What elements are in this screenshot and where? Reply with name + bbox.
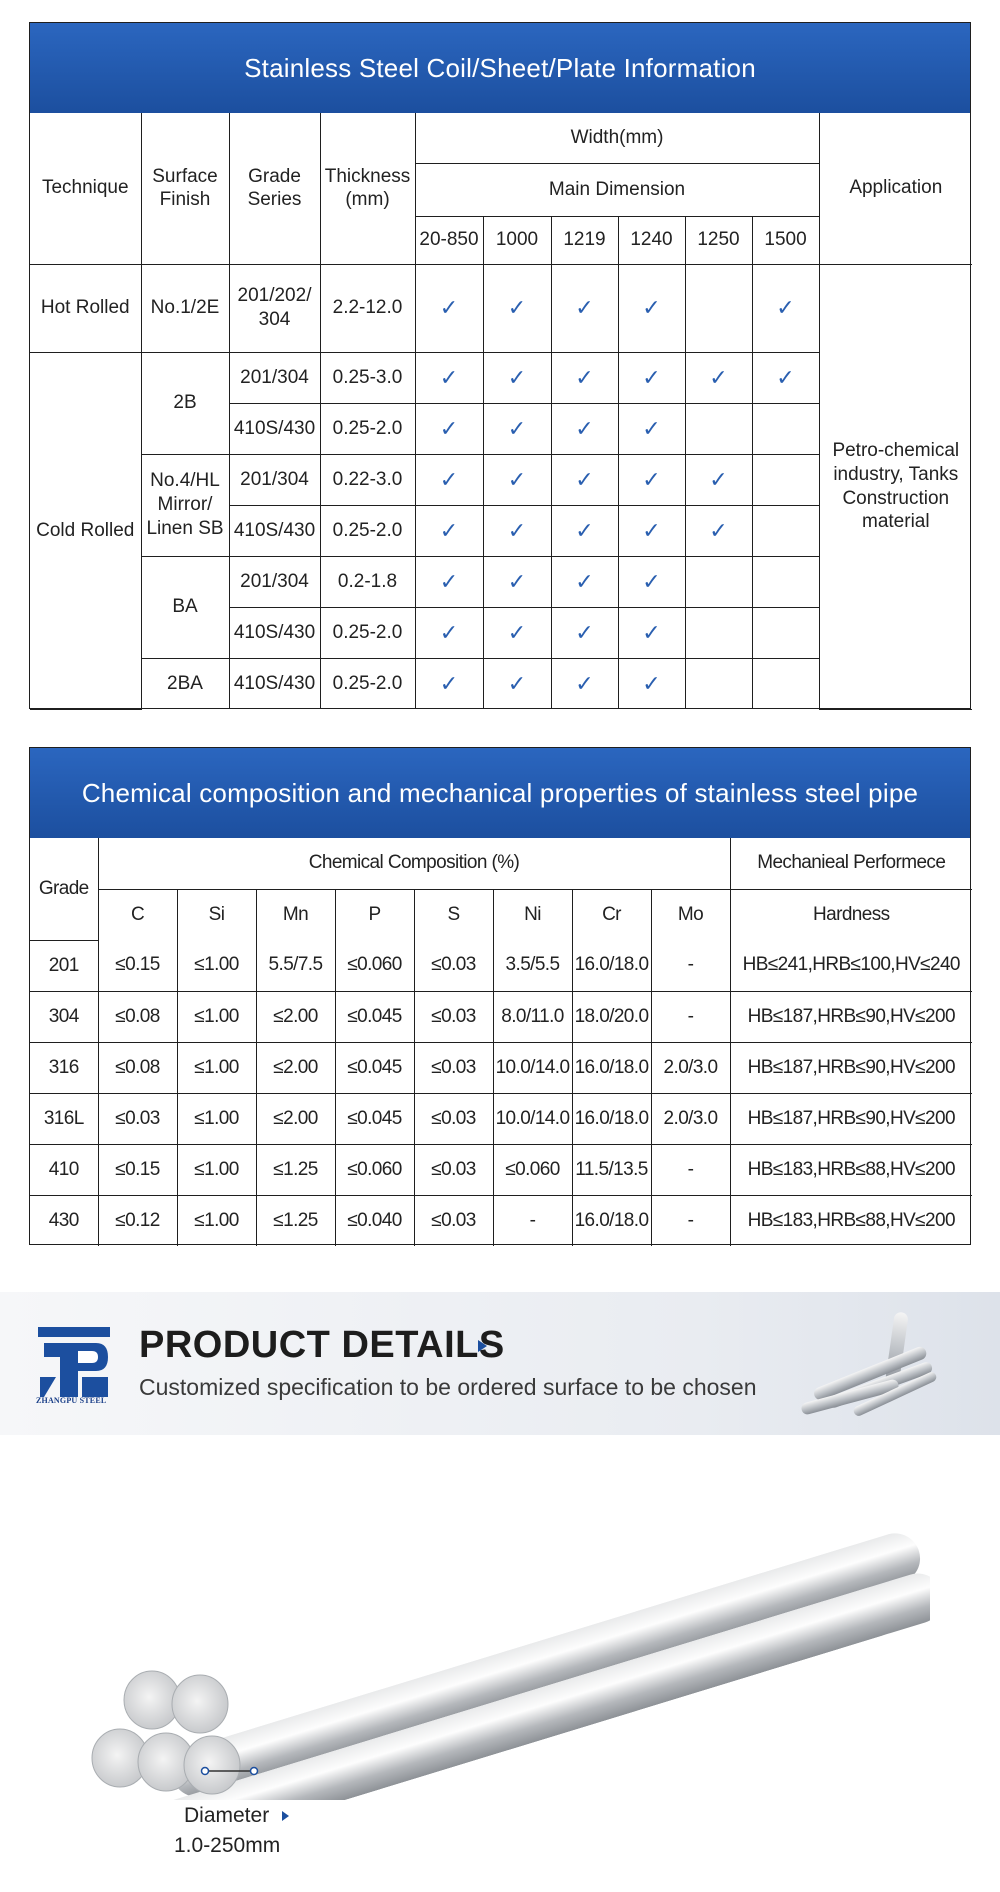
logo-text: ZHANGPU STEEL [36, 1396, 107, 1405]
dim-header: 1240 [618, 216, 685, 264]
cell-p: ≤0.045 [335, 1093, 414, 1144]
empty-cell [752, 454, 819, 505]
check-icon: ✓ [618, 658, 685, 709]
check-icon: ✓ [551, 505, 618, 556]
cell-ni: - [493, 1195, 572, 1246]
grade-cell: 410S/430 [229, 403, 320, 454]
dim-header: 20-850 [415, 216, 483, 264]
grade-cell: 201/202/ 304 [229, 264, 320, 352]
header-surface-finish: Surface Finish [141, 113, 229, 264]
table-row [30, 1144, 972, 1195]
dim-header: 1250 [685, 216, 752, 264]
check-icon: ✓ [551, 607, 618, 658]
header-chemical-composition: Chemical Composition (%) [98, 838, 730, 889]
check-icon: ✓ [752, 264, 819, 352]
check-icon: ✓ [483, 454, 551, 505]
check-icon: ✓ [415, 505, 483, 556]
cell-cr: 18.0/20.0 [572, 991, 651, 1042]
thickness-cell: 0.2-1.8 [320, 556, 415, 607]
header-hardness: Hardness [730, 889, 972, 940]
cell-si: ≤1.00 [177, 1195, 256, 1246]
table2-title: Chemical composition and mechanical properties of stainless steel pipe [30, 748, 970, 838]
dim-header: 1500 [752, 216, 819, 264]
cell-si: ≤1.00 [177, 1042, 256, 1093]
check-icon: ✓ [551, 403, 618, 454]
cell-s: ≤0.03 [414, 991, 493, 1042]
technique-cold-rolled: Cold Rolled [30, 352, 141, 709]
check-icon: ✓ [618, 403, 685, 454]
header-mo: Mo [651, 889, 730, 940]
cell-ni: 10.0/14.0 [493, 1093, 572, 1144]
cell-c: ≤0.08 [98, 991, 177, 1042]
cell-grade: 201 [30, 940, 98, 991]
check-icon: ✓ [551, 658, 618, 709]
table-row [30, 1042, 972, 1093]
cell-mn: ≤2.00 [256, 1042, 335, 1093]
cell-si: ≤1.00 [177, 1144, 256, 1195]
grade-cell: 201/304 [229, 352, 320, 403]
header-c: C [98, 889, 177, 940]
cell-mn: ≤2.00 [256, 1093, 335, 1144]
steel-round-bars-image [90, 1500, 930, 1800]
cell-c: ≤0.08 [98, 1042, 177, 1093]
cell-ni: 10.0/14.0 [493, 1042, 572, 1093]
thickness-cell: 0.25-3.0 [320, 352, 415, 403]
check-icon: ✓ [483, 658, 551, 709]
cell-mo: - [651, 991, 730, 1042]
check-icon: ✓ [415, 352, 483, 403]
diameter-label: Diameter [184, 1804, 270, 1827]
cell-mo: 2.0/3.0 [651, 1093, 730, 1144]
cell-p: ≤0.045 [335, 1042, 414, 1093]
table1-grid [30, 113, 972, 710]
cell-grade: 410 [30, 1144, 98, 1195]
table-row [30, 1093, 972, 1144]
check-icon: ✓ [483, 403, 551, 454]
check-icon: ✓ [752, 352, 819, 403]
check-icon: ✓ [551, 264, 618, 352]
cell-grade: 304 [30, 991, 98, 1042]
triangle-right-icon [282, 1811, 289, 1821]
check-icon: ✓ [618, 505, 685, 556]
cell-hardness: HB≤241,HRB≤100,HV≤240 [730, 940, 972, 991]
empty-cell [752, 556, 819, 607]
check-icon: ✓ [618, 556, 685, 607]
empty-cell [685, 403, 752, 454]
finish-ba: BA [141, 556, 229, 658]
thickness-cell: 0.25-2.0 [320, 658, 415, 709]
check-icon: ✓ [415, 556, 483, 607]
application-cell: Petro-chemical industry, Tanks Construction material [819, 264, 972, 709]
thickness-cell: 0.25-2.0 [320, 607, 415, 658]
header-width: Width(mm) [415, 113, 819, 163]
cell-si: ≤1.00 [177, 991, 256, 1042]
header-mn: Mn [256, 889, 335, 940]
finish-no1-2e: No.1/2E [141, 264, 229, 352]
table2-grid [30, 838, 972, 1246]
cell-hardness: HB≤187,HRB≤90,HV≤200 [730, 1042, 972, 1093]
empty-cell [685, 556, 752, 607]
check-icon: ✓ [618, 454, 685, 505]
check-icon: ✓ [551, 556, 618, 607]
cell-p: ≤0.040 [335, 1195, 414, 1246]
cell-cr: 16.0/18.0 [572, 1042, 651, 1093]
empty-cell [752, 505, 819, 556]
cell-si: ≤1.00 [177, 1093, 256, 1144]
cell-grade: 430 [30, 1195, 98, 1246]
cell-s: ≤0.03 [414, 1195, 493, 1246]
cell-cr: 16.0/18.0 [572, 1195, 651, 1246]
cell-hardness: HB≤183,HRB≤88,HV≤200 [730, 1144, 972, 1195]
dim-header: 1000 [483, 216, 551, 264]
finish-2ba: 2BA [141, 658, 229, 709]
check-icon: ✓ [415, 264, 483, 352]
header-s: S [414, 889, 493, 940]
cell-si: ≤1.00 [177, 940, 256, 991]
thickness-cell: 0.25-2.0 [320, 403, 415, 454]
grade-cell: 410S/430 [229, 505, 320, 556]
grade-cell: 410S/430 [229, 607, 320, 658]
header-ni: Ni [493, 889, 572, 940]
cell-hardness: HB≤183,HRB≤88,HV≤200 [730, 1195, 972, 1246]
cell-mn: ≤2.00 [256, 991, 335, 1042]
cell-ni: ≤0.060 [493, 1144, 572, 1195]
empty-cell [685, 607, 752, 658]
cell-mn: 5.5/7.5 [256, 940, 335, 991]
table1-title: Stainless Steel Coil/Sheet/Plate Information [30, 23, 970, 113]
cell-c: ≤0.15 [98, 1144, 177, 1195]
check-icon: ✓ [415, 403, 483, 454]
header-main-dimension: Main Dimension [415, 163, 819, 216]
product-details-banner [0, 1292, 1000, 1435]
table-row [30, 1195, 972, 1246]
cell-p: ≤0.060 [335, 1144, 414, 1195]
thickness-cell: 0.25-2.0 [320, 505, 415, 556]
cell-mo: - [651, 1144, 730, 1195]
cell-ni: 3.5/5.5 [493, 940, 572, 991]
check-icon: ✓ [415, 607, 483, 658]
thickness-cell: 0.22-3.0 [320, 454, 415, 505]
table-row [30, 991, 972, 1042]
header-grade: Grade [30, 838, 98, 940]
cell-mo: - [651, 1195, 730, 1246]
cell-c: ≤0.15 [98, 940, 177, 991]
grade-cell: 201/304 [229, 454, 320, 505]
check-icon: ✓ [551, 454, 618, 505]
empty-cell [752, 658, 819, 709]
cell-cr: 16.0/18.0 [572, 940, 651, 991]
cell-cr: 16.0/18.0 [572, 1093, 651, 1144]
triangle-right-icon [478, 1340, 487, 1352]
cell-hardness: HB≤187,HRB≤90,HV≤200 [730, 1093, 972, 1144]
check-icon: ✓ [685, 454, 752, 505]
check-icon: ✓ [551, 352, 618, 403]
check-icon: ✓ [483, 352, 551, 403]
product-details-subtitle: Customized specification to be ordered surface to be chosen [139, 1374, 757, 1400]
dim-header: 1219 [551, 216, 618, 264]
cell-hardness: HB≤187,HRB≤90,HV≤200 [730, 991, 972, 1042]
header-p: P [335, 889, 414, 940]
cell-p: ≤0.045 [335, 991, 414, 1042]
grade-cell: 201/304 [229, 556, 320, 607]
cell-ni: 8.0/11.0 [493, 991, 572, 1042]
cell-c: ≤0.03 [98, 1093, 177, 1144]
cell-s: ≤0.03 [414, 1093, 493, 1144]
header-application: Application [819, 113, 972, 264]
empty-cell [752, 607, 819, 658]
check-icon: ✓ [483, 505, 551, 556]
cell-grade: 316 [30, 1042, 98, 1093]
check-icon: ✓ [483, 264, 551, 352]
cell-grade: 316L [30, 1093, 98, 1144]
cell-c: ≤0.12 [98, 1195, 177, 1246]
cell-mn: ≤1.25 [256, 1144, 335, 1195]
header-grade-series: Grade Series [229, 113, 320, 264]
check-icon: ✓ [685, 352, 752, 403]
cell-mo: 2.0/3.0 [651, 1042, 730, 1093]
check-icon: ✓ [483, 556, 551, 607]
chemical-composition-table [29, 747, 971, 1245]
empty-cell [685, 658, 752, 709]
check-icon: ✓ [415, 454, 483, 505]
empty-cell [685, 264, 752, 352]
diameter-value: 1.0-250mm [174, 1834, 281, 1857]
cell-s: ≤0.03 [414, 1144, 493, 1195]
cell-s: ≤0.03 [414, 940, 493, 991]
steel-rods-thumbnail-icon [790, 1307, 960, 1422]
table-row [30, 940, 972, 991]
header-technique: Technique [30, 113, 141, 264]
coil-sheet-plate-table [29, 22, 971, 709]
empty-cell [752, 403, 819, 454]
zhangpu-logo-icon [38, 1327, 110, 1407]
cell-mn: ≤1.25 [256, 1195, 335, 1246]
technique-hot-rolled: Hot Rolled [30, 264, 141, 352]
finish-no4-hl-mirror: No.4/HL Mirror/ Linen SB [141, 454, 229, 556]
cell-p: ≤0.060 [335, 940, 414, 991]
header-thickness: Thickness (mm) [320, 113, 415, 264]
check-icon: ✓ [415, 658, 483, 709]
cell-cr: 11.5/13.5 [572, 1144, 651, 1195]
check-icon: ✓ [618, 264, 685, 352]
grade-cell: 410S/430 [229, 658, 320, 709]
check-icon: ✓ [618, 352, 685, 403]
cell-mo: - [651, 940, 730, 991]
header-si: Si [177, 889, 256, 940]
product-details-title: PRODUCT DETAILS [139, 1324, 505, 1366]
check-icon: ✓ [618, 607, 685, 658]
header-mechanical-performance: Mechanieal Performece [730, 838, 972, 889]
header-cr: Cr [572, 889, 651, 940]
check-icon: ✓ [685, 505, 752, 556]
cell-s: ≤0.03 [414, 1042, 493, 1093]
finish-2b: 2B [141, 352, 229, 454]
thickness-cell: 2.2-12.0 [320, 264, 415, 352]
check-icon: ✓ [483, 607, 551, 658]
